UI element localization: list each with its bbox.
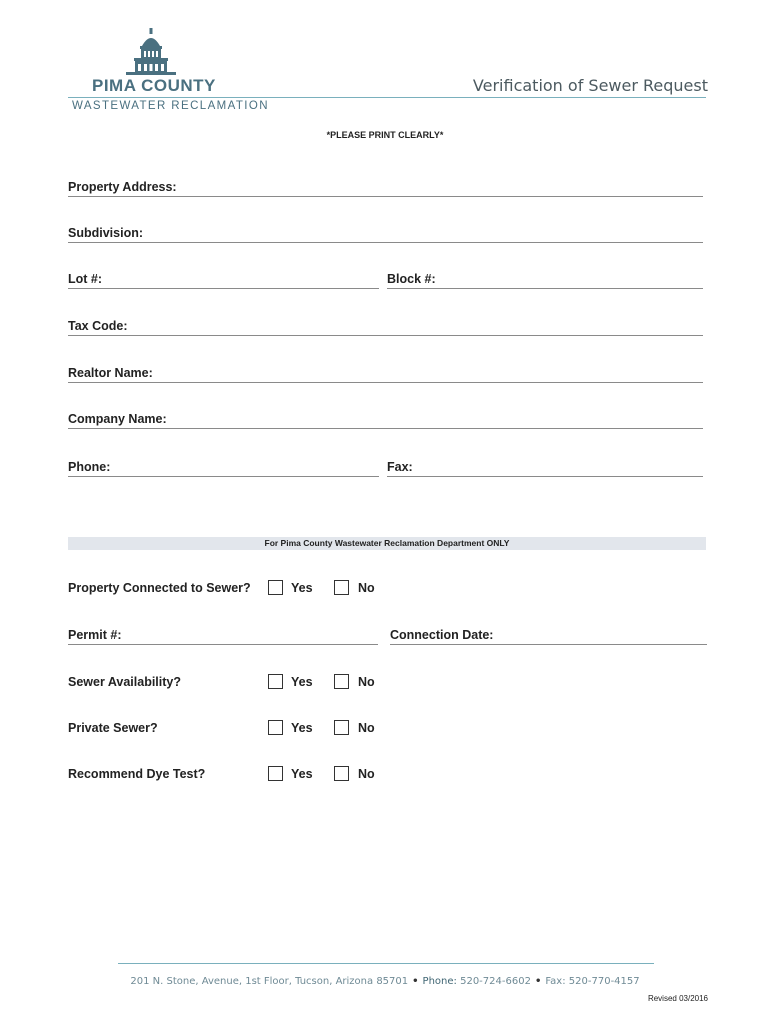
document-title: Verification of Sewer Request	[472, 76, 708, 95]
property-address-input[interactable]	[176, 176, 703, 195]
footer-divider	[118, 963, 654, 964]
connected-to-sewer-question: Property Connected to Sewer?	[68, 581, 251, 595]
availability-no-checkbox[interactable]	[334, 674, 349, 689]
company-name-input[interactable]	[166, 408, 703, 427]
company-name-field	[68, 408, 703, 429]
property-address-label: Property Address:	[68, 180, 177, 194]
availability-yes-checkbox[interactable]	[268, 674, 283, 689]
phone-label: Phone:	[68, 460, 111, 474]
connection-date-label: Connection Date:	[390, 628, 494, 642]
connected-no-label: No	[358, 581, 375, 595]
dye-test-no-label: No	[358, 767, 375, 781]
print-clearly-note: *PLEASE PRINT CLEARLY*	[326, 130, 444, 140]
header-divider	[68, 97, 706, 98]
connected-no-checkbox[interactable]	[334, 580, 349, 595]
subdivision-label: Subdivision:	[68, 226, 143, 240]
connected-yes-checkbox[interactable]	[268, 580, 283, 595]
private-sewer-question: Private Sewer?	[68, 721, 158, 735]
tax-code-label: Tax Code:	[68, 319, 128, 333]
phone-field	[68, 456, 379, 477]
permit-field	[68, 624, 378, 645]
private-no-label: No	[358, 721, 375, 735]
office-use-banner: For Pima County Wastewater Reclamation Department ONLY	[68, 537, 706, 550]
block-label: Block #:	[387, 272, 436, 286]
fax-field	[387, 456, 703, 477]
footer-phone: 520-724-6602	[460, 976, 531, 987]
dye-test-question: Recommend Dye Test?	[68, 767, 206, 781]
dye-test-yes-label: Yes	[291, 767, 313, 781]
bullet-icon: •	[412, 976, 419, 987]
company-name-label: Company Name:	[68, 412, 167, 426]
dye-test-no-checkbox[interactable]	[334, 766, 349, 781]
dye-test-yes-checkbox[interactable]	[268, 766, 283, 781]
permit-label: Permit #:	[68, 628, 122, 642]
connection-date-field	[390, 624, 707, 645]
permit-input[interactable]	[124, 624, 378, 643]
realtor-name-input[interactable]	[154, 362, 703, 381]
connection-date-input[interactable]	[494, 624, 707, 643]
realtor-name-label: Realtor Name:	[68, 366, 153, 380]
lot-field	[68, 268, 379, 289]
subdivision-field	[68, 222, 703, 243]
realtor-name-field	[68, 362, 703, 383]
sewer-availability-question: Sewer Availability?	[68, 675, 182, 689]
courthouse-dome-logo-icon	[122, 28, 180, 76]
footer-fax: 520-770-4157	[568, 976, 640, 987]
private-yes-checkbox[interactable]	[268, 720, 283, 735]
property-address-field	[68, 176, 703, 197]
fax-label: Fax:	[387, 460, 413, 474]
org-subtitle: WASTEWATER RECLAMATION	[72, 100, 269, 112]
fax-input[interactable]	[417, 456, 703, 475]
block-input[interactable]	[437, 268, 703, 287]
private-no-checkbox[interactable]	[334, 720, 349, 735]
tax-code-input[interactable]	[128, 315, 703, 334]
block-field	[387, 268, 703, 289]
footer-address: 201 N. Stone, Avenue, 1st Floor, Tucson, Arizona 85701	[130, 976, 409, 987]
tax-code-field	[68, 315, 703, 336]
lot-label: Lot #:	[68, 272, 103, 286]
private-yes-label: Yes	[291, 721, 313, 735]
bullet-icon: •	[534, 976, 542, 987]
revision-date: Revised 03/2016	[647, 994, 708, 1003]
org-name: PIMA COUNTY	[92, 76, 216, 95]
footer-fax-label: Fax:	[545, 976, 566, 987]
footer-phone-label: Phone:	[422, 976, 457, 987]
connected-yes-label: Yes	[291, 581, 313, 595]
availability-yes-label: Yes	[291, 675, 313, 689]
lot-input[interactable]	[104, 268, 379, 287]
availability-no-label: No	[358, 675, 375, 689]
phone-input[interactable]	[112, 456, 379, 475]
footer-contact	[0, 976, 770, 987]
subdivision-input[interactable]	[142, 222, 703, 241]
